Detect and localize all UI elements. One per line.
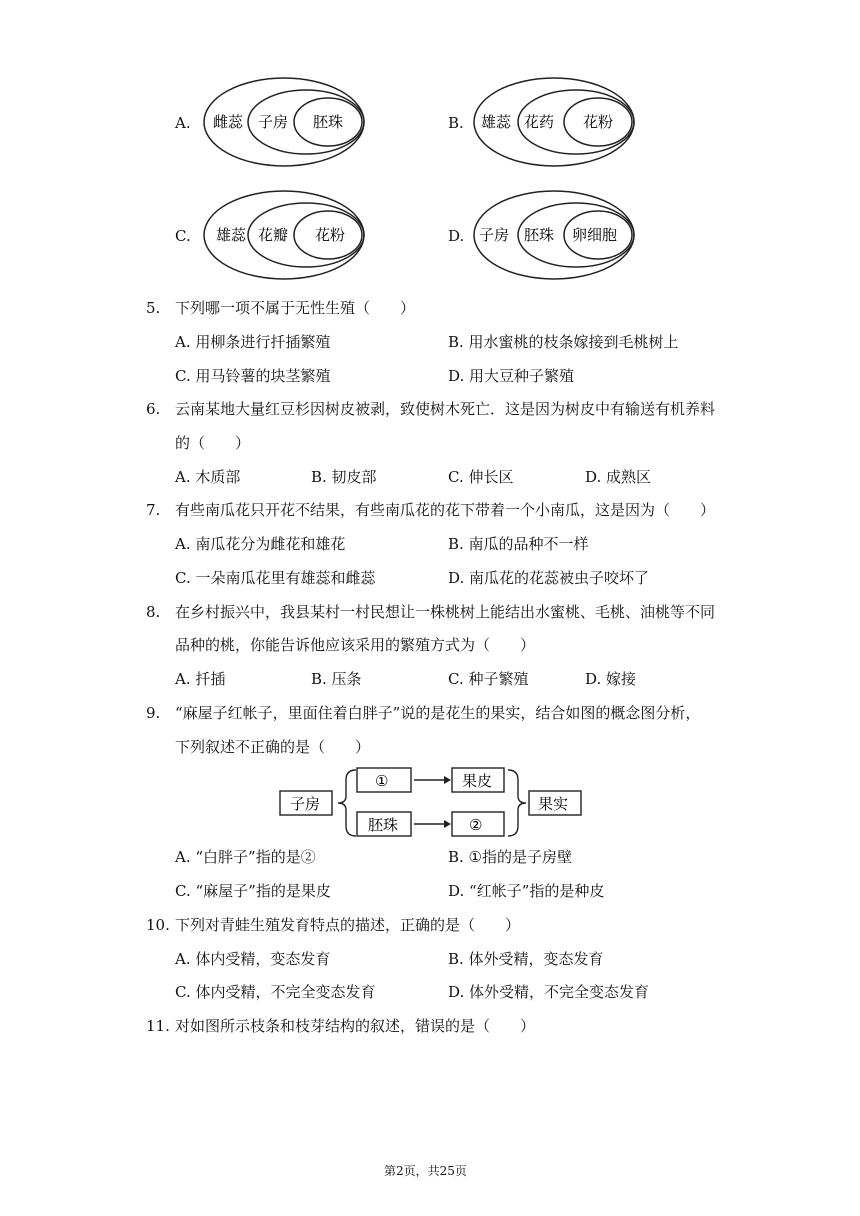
question-stem: 下列对青蛙生殖发育特点的描述，正确的是（ ） (175, 916, 521, 934)
outer-label: 雄蕊 (216, 226, 247, 244)
option-c[interactable]: C. 用马铃薯的块茎繁殖 (175, 367, 331, 385)
question-number: 10. (146, 916, 170, 934)
question-stem-cont: 品种的桃，你能告诉他应该采用的繁殖方式为（ ） (175, 636, 536, 654)
middle-label: 花瓣 (258, 226, 289, 244)
circle-1-label: ① (375, 772, 389, 790)
question-number: 6. (146, 400, 161, 418)
option-c[interactable]: C. 种子繁殖 (448, 670, 529, 688)
question-number: 7. (146, 501, 161, 519)
option-d[interactable]: D. 体外受精，不完全变态发育 (448, 983, 650, 1001)
ovule-label: 胚珠 (368, 816, 399, 834)
nested-ellipse-diagram (200, 75, 376, 171)
option-letter: C. (175, 227, 191, 245)
nested-ellipse-diagram (200, 188, 376, 284)
option-d[interactable]: D. 嫁接 (585, 670, 637, 688)
middle-label: 胚珠 (524, 226, 555, 244)
option-a[interactable]: A. 用柳条进行扦插繁殖 (175, 333, 331, 351)
question-stem-cont: 下列叙述不正确的是（ ） (175, 738, 371, 756)
question-stem: 在乡村振兴中，我县某村一村民想让一株桃树上能结出水蜜桃、毛桃、油桃等不同 (175, 603, 716, 621)
question-number: 11. (146, 1017, 170, 1035)
outer-label: 子房 (479, 226, 510, 244)
option-c[interactable]: C. 一朵南瓜花里有雄蕊和雌蕊 (175, 569, 376, 587)
fruit-label: 果实 (538, 795, 569, 813)
option-b[interactable]: B. 体外受精，变态发育 (448, 950, 604, 968)
outer-label: 雄蕊 (481, 113, 512, 131)
option-d[interactable]: D. 南瓜花的花蕊被虫子咬坏了 (448, 569, 650, 587)
outer-label: 雌蕊 (213, 113, 244, 131)
option-letter: D. (448, 227, 465, 245)
option-d[interactable]: D. “红帐子”指的是种皮 (448, 882, 605, 900)
option-a[interactable]: A. 南瓜花分为雌花和雄花 (175, 535, 346, 553)
option-c[interactable]: C. 伸长区 (448, 468, 514, 486)
question-stem-cont: 的（ ） (175, 434, 251, 452)
ovary-label: 子房 (290, 795, 321, 813)
question-stem: 有些南瓜花只开花不结果，有些南瓜花的花下带着一个小南瓜，这是因为（ ） (175, 501, 716, 519)
middle-label: 花药 (524, 113, 555, 131)
concept-map-diagram (276, 762, 586, 838)
option-b[interactable]: B. ①指的是子房壁 (448, 848, 573, 866)
question-stem: 对如图所示枝条和枝芽结构的叙述，错误的是（ ） (175, 1017, 536, 1035)
option-d[interactable]: D. 用大豆种子繁殖 (448, 367, 575, 385)
question-number: 8. (146, 603, 161, 621)
option-c[interactable]: C. “麻屋子”指的是果皮 (175, 882, 331, 900)
question-stem: 下列哪一项不属于无性生殖（ ） (175, 299, 416, 317)
option-a[interactable]: A. 扦插 (175, 670, 226, 688)
option-a[interactable]: A. 木质部 (175, 468, 241, 486)
arrow-1 (444, 776, 451, 784)
question-stem: 云南某地大量红豆杉因树皮被剥，致使树木死亡．这是因为树皮中有输送有机养料 (175, 400, 716, 418)
option-a[interactable]: A. “白胖子”指的是② (175, 848, 316, 866)
circle-2-label: ② (469, 816, 483, 834)
option-b[interactable]: B. 韧皮部 (311, 468, 377, 486)
right-brace (508, 770, 526, 836)
inner-label: 胚珠 (313, 113, 344, 131)
nested-ellipse-diagram (468, 188, 644, 284)
inner-label: 花粉 (583, 113, 614, 131)
option-letter: B. (448, 114, 464, 132)
nested-ellipse-diagram (468, 75, 644, 171)
option-b[interactable]: B. 用水蜜桃的枝条嫁接到毛桃树上 (448, 333, 679, 351)
left-brace (338, 770, 356, 836)
question-stem: “麻屋子红帐子，里面住着白胖子”说的是花生的果实，结合如图的概念图分析， (175, 704, 701, 722)
question-number: 5. (146, 299, 161, 317)
question-number: 9. (146, 704, 161, 722)
inner-label: 卵细胞 (572, 226, 618, 244)
option-b[interactable]: B. 压条 (311, 670, 362, 688)
option-letter: A. (175, 114, 191, 132)
option-c[interactable]: C. 体内受精，不完全变态发育 (175, 983, 376, 1001)
option-b[interactable]: B. 南瓜的品种不一样 (448, 535, 589, 553)
middle-label: 子房 (258, 113, 289, 131)
inner-label: 花粉 (315, 226, 346, 244)
page-footer: 第2页，共25页 (384, 1164, 467, 1178)
option-a[interactable]: A. 体内受精，变态发育 (175, 950, 331, 968)
peel-label: 果皮 (462, 772, 493, 790)
option-d[interactable]: D. 成熟区 (585, 468, 652, 486)
arrow-2 (444, 820, 451, 828)
